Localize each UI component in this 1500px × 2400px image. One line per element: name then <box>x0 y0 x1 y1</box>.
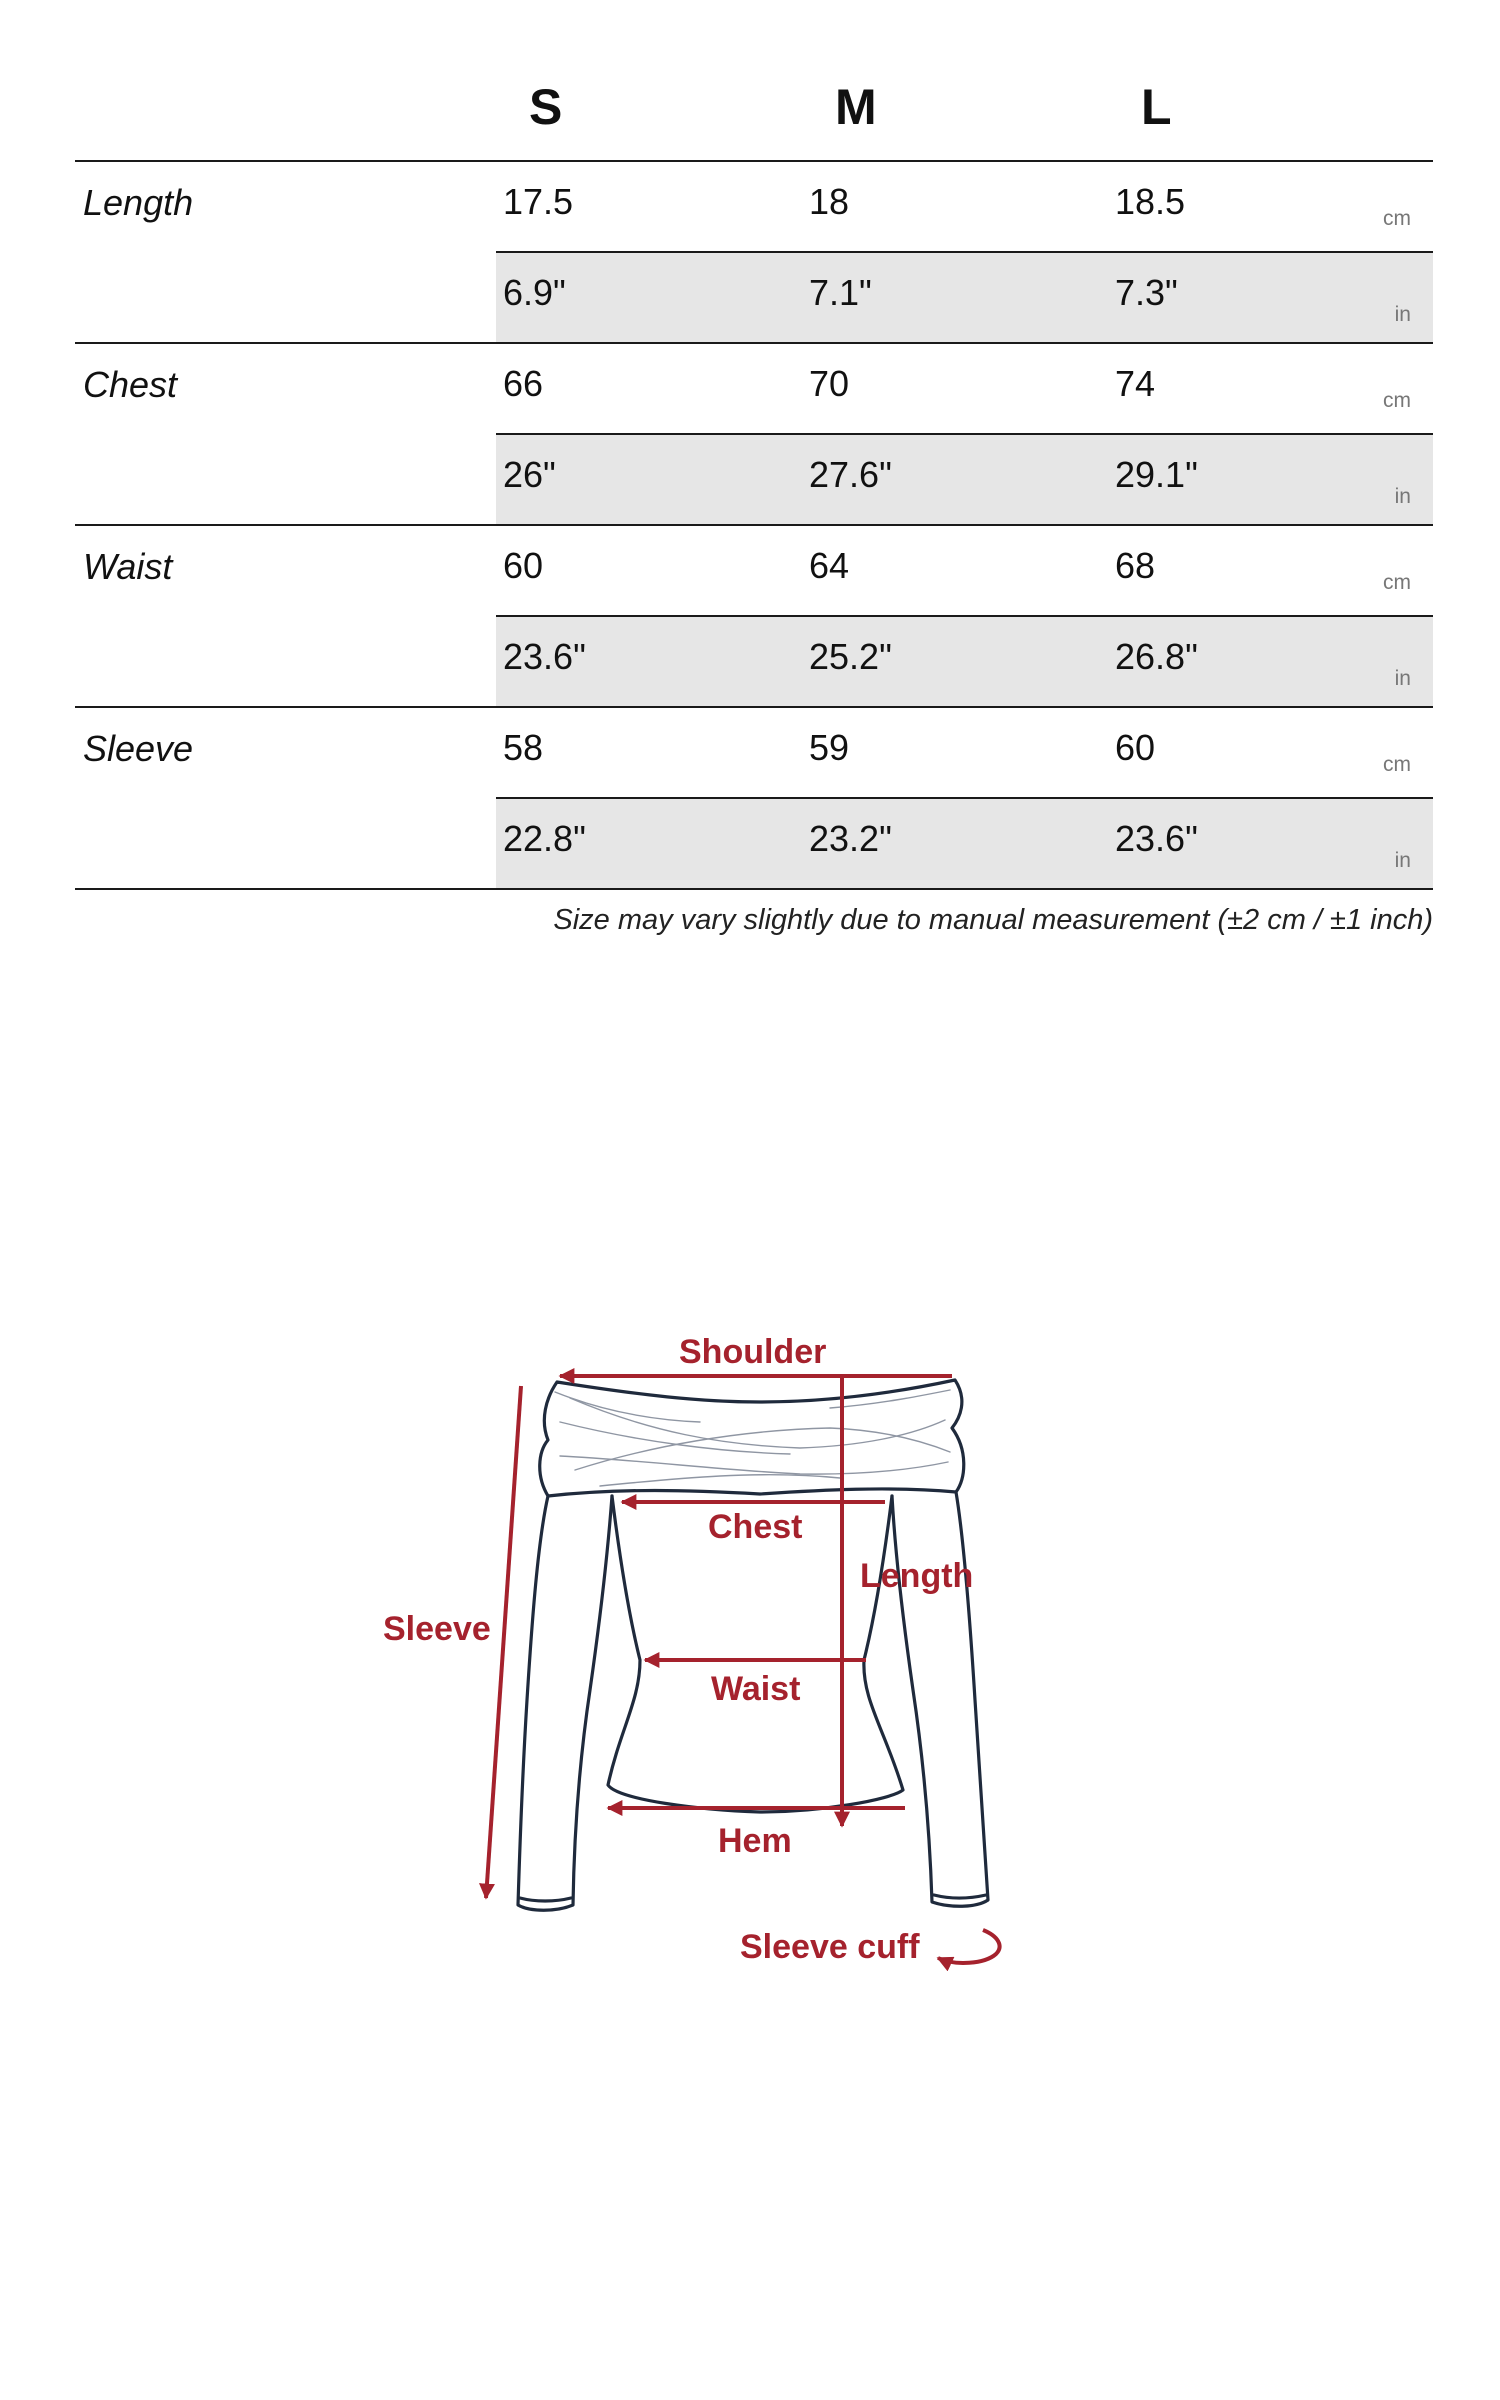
drape-folds <box>555 1390 950 1486</box>
unit-label: cm <box>1383 753 1411 776</box>
unit-label: cm <box>1383 571 1411 594</box>
cuff-rotation-arrow <box>938 1930 1000 1963</box>
value-cell: 66 <box>503 363 544 404</box>
sleeve-arrow <box>486 1386 521 1898</box>
measurement-label: Sleeve <box>83 728 194 769</box>
value-cell: 29.1" <box>1115 454 1198 495</box>
unit-label: in <box>1394 849 1411 872</box>
garment-diagram <box>0 1290 1500 2010</box>
measurement-note: Size may vary slightly due to manual measurement (±2 cm / ±1 inch) <box>553 904 1433 936</box>
cm-row <box>496 526 1433 617</box>
measurement-length <box>75 162 1433 344</box>
measurement-label: Length <box>83 182 194 223</box>
value-cell: 74 <box>1115 363 1156 404</box>
length-label: Length <box>860 1557 974 1595</box>
value-cell: 26" <box>503 454 556 495</box>
neckline-band <box>540 1380 964 1496</box>
inch-row <box>496 253 1433 342</box>
value-cell: 25.2" <box>809 636 892 677</box>
size-header-m: M <box>835 79 877 135</box>
value-cell: 70 <box>809 363 850 404</box>
value-cell: 22.8" <box>503 818 586 859</box>
value-cell: 17.5 <box>503 181 574 222</box>
hem-label: Hem <box>718 1822 792 1860</box>
value-cell: 64 <box>809 545 850 586</box>
value-cell: 7.1" <box>809 272 872 313</box>
value-cell: 68 <box>1115 545 1156 586</box>
sleeve-cuff-label: Sleeve cuff <box>740 1928 920 1966</box>
value-cell: 18.5 <box>1115 181 1186 222</box>
inch-row <box>496 617 1433 706</box>
value-cell: 23.6" <box>1115 818 1198 859</box>
value-cell: 7.3" <box>1115 272 1178 313</box>
value-cell: 18 <box>809 181 850 222</box>
left-cuff <box>520 1898 571 1901</box>
measurement-label: Waist <box>83 546 173 587</box>
right-cuff <box>934 1895 986 1898</box>
value-cell: 6.9" <box>503 272 566 313</box>
inch-row <box>496 799 1433 888</box>
measurement-label: Chest <box>83 364 178 405</box>
cm-row <box>496 344 1433 435</box>
value-cell: 60 <box>1115 727 1156 768</box>
size-header-row <box>75 62 1433 162</box>
measurement-waist <box>75 526 1433 708</box>
value-cell: 59 <box>809 727 850 768</box>
size-header-s: S <box>529 79 563 135</box>
shoulder-label: Shoulder <box>679 1333 827 1371</box>
value-cell: 26.8" <box>1115 636 1198 677</box>
value-cell: 23.2" <box>809 818 892 859</box>
measurement-sleeve <box>75 708 1433 890</box>
sleeve-label: Sleeve <box>383 1610 491 1648</box>
value-cell: 60 <box>503 545 544 586</box>
size-header-l: L <box>1141 79 1172 135</box>
left-sleeve <box>518 1496 612 1910</box>
unit-label: in <box>1394 303 1411 326</box>
unit-label: cm <box>1383 207 1411 230</box>
value-cell: 23.6" <box>503 636 586 677</box>
measurement-chest <box>75 344 1433 526</box>
value-cell: 27.6" <box>809 454 892 495</box>
right-sleeve <box>892 1492 988 1906</box>
waist-label: Waist <box>711 1670 801 1708</box>
cm-row <box>496 162 1433 253</box>
size-chart-table <box>75 62 1433 936</box>
unit-label: in <box>1394 667 1411 690</box>
unit-label: cm <box>1383 389 1411 412</box>
value-cell: 58 <box>503 727 544 768</box>
inch-row <box>496 435 1433 524</box>
cm-row <box>496 708 1433 799</box>
chest-label: Chest <box>708 1508 803 1546</box>
unit-label: in <box>1394 485 1411 508</box>
